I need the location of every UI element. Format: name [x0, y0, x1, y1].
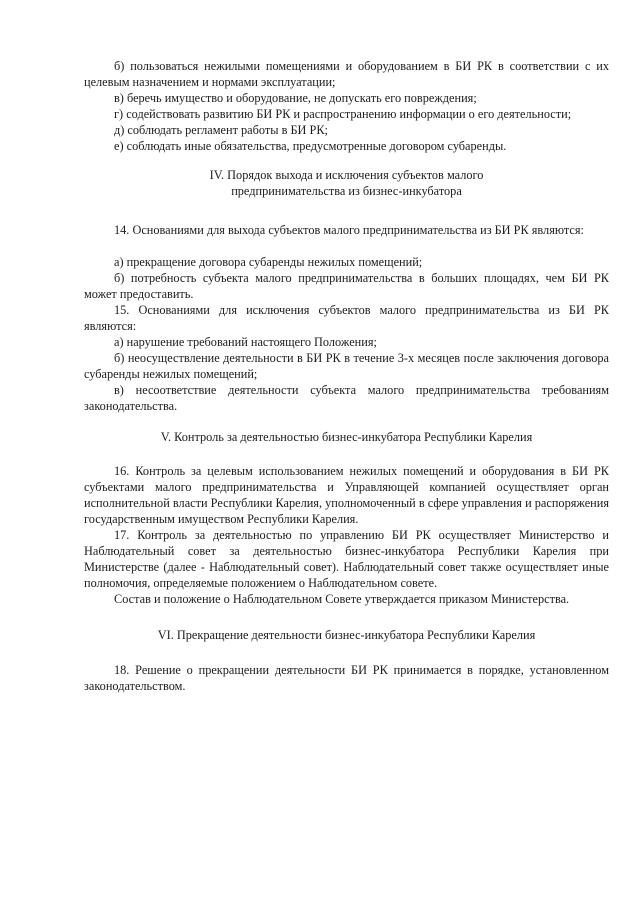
item-e-obligations: е) соблюдать иные обязательства, предусмотренные договором субаренды. [114, 139, 507, 153]
item-v-protect-property: в) беречь имущество и оборудование, не допускать его повреждения; [114, 91, 477, 105]
paragraph-15: 15. Основаниями для исключения субъектов малого предпринимательства из БИ РК являются: [84, 303, 609, 333]
paragraph-14: 14. Основаниями для выхода субъектов малого предпринимательства из БИ РК являются: [114, 223, 584, 237]
paragraph-17-composition: Состав и положение о Наблюдательном Совете утверждается приказом Министерства. [114, 592, 570, 606]
paragraph-18: 18. Решение о прекращении деятельности БИ РК принимается в порядке, установленном законодательством. [84, 663, 609, 693]
paragraph-15-a: а) нарушение требований настоящего Положения; [114, 335, 377, 349]
paragraph-14-a: а) прекращение договора субаренды нежилых помещений; [114, 255, 423, 269]
section-6-heading: VI. Прекращение деятельности бизнес-инкубатора Республики Карелия [157, 628, 536, 642]
paragraph-16: 16. Контроль за целевым использованием нежилых помещений и оборудования в БИ РК субъектами малого предпринимательства и Управляющей компанией осуществляет орган исполнительной власти Республики Карелия, уполномоченный в сфере управления и распоряжения государственным имуществом Республики Карелия. [84, 464, 609, 526]
paragraph-17: 17. Контроль за деятельностью по управлению БИ РК осуществляет Министерство и Наблюдательный совет за деятельностью бизнес-инкубатора Республики Карелия при Министерстве (далее - Наблюдательный совет). Наблюдательный совет также осуществляет иные полномочия, определяемые положением о Наблюдательном совете. [84, 528, 609, 590]
item-g-promote: г) содействовать развитию БИ РК и распространению информации о его деятельности; [114, 107, 572, 121]
paragraph-15-v: в) несоответствие деятельности субъекта малого предпринимательства требованиям законодательства. [84, 383, 609, 413]
paragraph-15-b: б) неосуществление деятельности в БИ РК в течение 3-х месяцев после заключения договора субаренды нежилых помещений; [84, 351, 609, 381]
section-4-heading-line2: предпринимательства из бизнес-инкубатора [231, 184, 462, 198]
section-5-heading: V. Контроль за деятельностью бизнес-инкубатора Республики Карелия [160, 430, 533, 444]
paragraph-14-b: б) потребность субъекта малого предпринимательства в больших площадях, чем БИ РК может предоставить. [84, 271, 609, 301]
item-b-use-premises: б) пользоваться нежилыми помещениями и оборудованием в БИ РК в соответствии с их целевым назначением и нормами эксплуатации; [84, 59, 609, 89]
section-4-heading-line1: IV. Порядок выхода и исключения субъектов малого [209, 168, 484, 182]
item-d-schedule: д) соблюдать регламент работы в БИ РК; [114, 123, 328, 137]
